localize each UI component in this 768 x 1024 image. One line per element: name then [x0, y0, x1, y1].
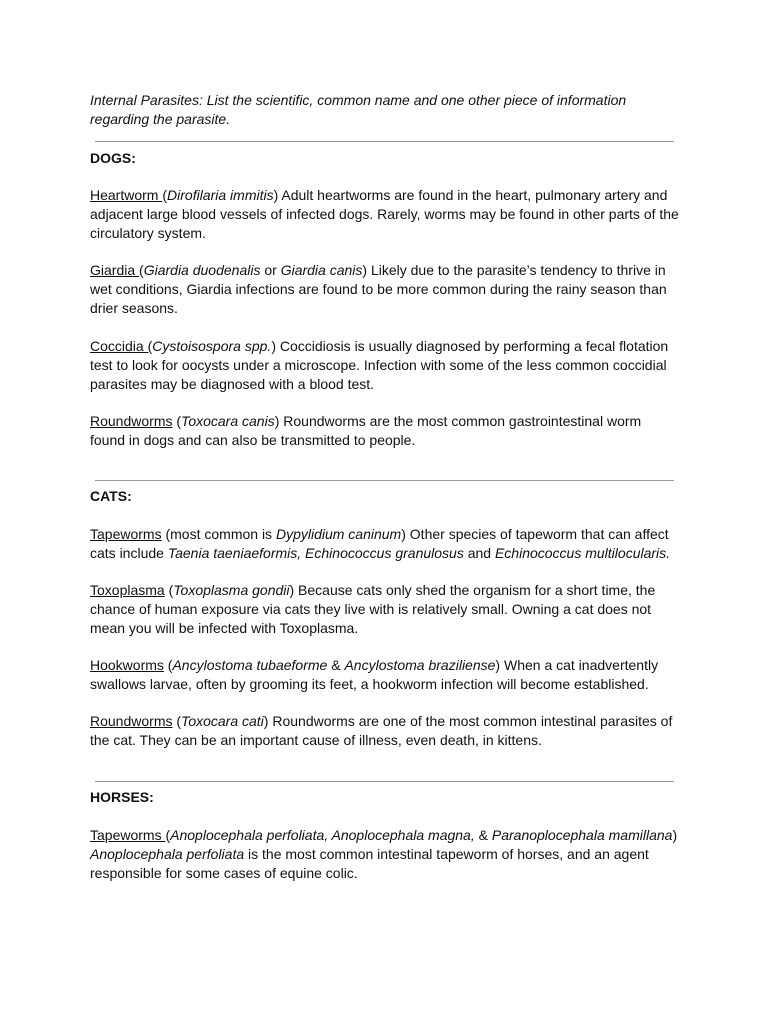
entry-giardia: Giardia (Giardia duodenalis or Giardia canis) Likely due to the parasite’s tendency to thrive in wet conditions, Giardia infections are found to be more common during the rainy season than drier seasons.	[90, 262, 667, 316]
scientific-name: Anoplocephala perfoliata	[90, 846, 245, 862]
parasite-info: Likely due to the parasite’s tendency to thrive in wet conditions, Giardia infections are found to be more common during the rainy season than drier seasons.	[90, 262, 667, 316]
scientific-name: Cystoisospora spp.	[152, 338, 272, 354]
entry-hookworms: Hookworms (Ancylostoma tubaeforme & Ancylostoma braziliense) When a cat inadvertently swallows larvae, often by grooming its feet, a hookworm infection will become established.	[90, 657, 659, 692]
parasite-info: Roundworms are the most common gastrointestinal worm found in dogs and can also be transmitted to people.	[90, 413, 642, 448]
scientific-name: Giardia duodenalis	[143, 262, 261, 278]
scientific-name: Ancylostoma braziliense	[344, 657, 496, 673]
divider	[95, 781, 674, 782]
section-heading-cats: CATS:	[90, 488, 132, 504]
divider	[95, 141, 674, 142]
entry-roundworms-dogs: Roundworms (Toxocara canis) Roundworms are the most common gastrointestinal worm found in dogs and can also be transmitted to people.	[90, 413, 642, 448]
scientific-name: Echinococcus multilocularis.	[494, 545, 671, 561]
entry-toxoplasma: Toxoplasma (Toxoplasma gondii) Because cats only shed the organism for a short time, the chance of human exposure via cats they live with is relatively small. Owning a cat does not mean you will be infected with Toxoplasma.	[90, 582, 656, 636]
intro-text: Internal Parasites: List the scientific, common name and one other piece of information regarding the parasite.	[90, 92, 627, 127]
section-heading-dogs: DOGS:	[90, 150, 136, 166]
parasite-name: Toxoplasma	[90, 582, 165, 598]
entry-roundworms-cats: Roundworms (Toxocara cati) Roundworms are one of the most common intestinal parasites of the cat. They can be an important cause of illness, even death, in kittens.	[90, 713, 673, 748]
parasite-info: Adult heartworms are found in the heart, pulmonary artery and adjacent large blood vessels of infected dogs. Rarely, worms may be found in other parts of the circulatory system.	[90, 187, 679, 241]
scientific-name: Taenia taeniaeformis, Echinococcus granulosus	[167, 545, 464, 561]
scientific-name: Dypylidium caninum	[275, 526, 402, 542]
entry-tapeworms-cats: Tapeworms (most common is Dypylidium caninum) Other species of tapeworm that can affect cats include Taenia taeniaeformis, Echinococcus granulosus and Echinococcus multilocularis.	[90, 526, 671, 561]
scientific-name: Toxocara canis	[181, 413, 275, 429]
scientific-name: Giardia canis	[280, 262, 363, 278]
parasite-name: Heartworm	[90, 187, 163, 203]
scientific-name: Toxoplasma gondii	[173, 582, 290, 598]
entry-tapeworms-horses: Tapeworms (Anoplocephala perfoliata, Anoplocephala magna, & Paranoplocephala mamillana) Anoplocephala perfoliata is the most common intestinal tapeworm of horses, and an agent responsible for some cases of equine colic.	[90, 827, 678, 881]
parasite-name: Hookworms	[90, 657, 164, 673]
entry-coccidia: Coccidia (Cystoisospora spp.) Coccidiosis is usually diagnosed by performing a fecal flotation test to look for oocysts under a microscope. Infection with some of the less common coccidial parasites may be diagnosed with a blood test.	[90, 338, 669, 392]
parasite-info: Roundworms are one of the most common intestinal parasites of the cat. They can be an important cause of illness, even death, in kittens.	[90, 713, 673, 748]
parasite-name: Coccidia (	[90, 338, 153, 354]
scientific-name: Toxocara cati	[181, 713, 264, 729]
parasite-name: Giardia	[90, 262, 140, 278]
scientific-name: Dirofilaria immitis	[167, 187, 274, 203]
scientific-name: Anoplocephala perfoliata, Anoplocephala magna,	[170, 827, 475, 843]
parasite-info: Because cats only shed the organism for a short time, the chance of human exposure via cats they live with is relatively small. Owning a cat does not mean you will be infected with Toxoplasma.	[90, 582, 656, 636]
scientific-name: Paranoplocephala mamillana	[491, 827, 673, 843]
parasite-info: When a cat inadvertently swallows larvae, often by grooming its feet, a hookworm infection will become established.	[90, 657, 659, 692]
entry-heartworm: Heartworm (Dirofilaria immitis) Adult heartworms are found in the heart, pulmonary artery and adjacent large blood vessels of infected dogs. Rarely, worms may be found in other parts of the circulatory system.	[90, 187, 679, 241]
parasite-info: is the most common intestinal tapeworm of horses, and an agent responsible for some cases of equine colic.	[90, 846, 649, 881]
scientific-name: Ancylostoma tubaeforme	[172, 657, 328, 673]
parasite-name: Roundworms	[90, 713, 173, 729]
section-heading-horses: HORSES:	[90, 789, 154, 805]
parasite-info: Coccidiosis is usually diagnosed by performing a fecal flotation test to look for oocysts under a microscope. Infection with some of the less common coccidial parasites may be diagnosed with a blood test.	[90, 338, 669, 392]
parasite-name: Tapeworms	[90, 526, 162, 542]
parasite-info: Other species of tapeworm that can affect cats include	[90, 526, 669, 561]
parasite-name: Tapeworms	[90, 827, 166, 843]
parasite-name: Roundworms	[90, 413, 173, 429]
divider	[95, 480, 674, 481]
